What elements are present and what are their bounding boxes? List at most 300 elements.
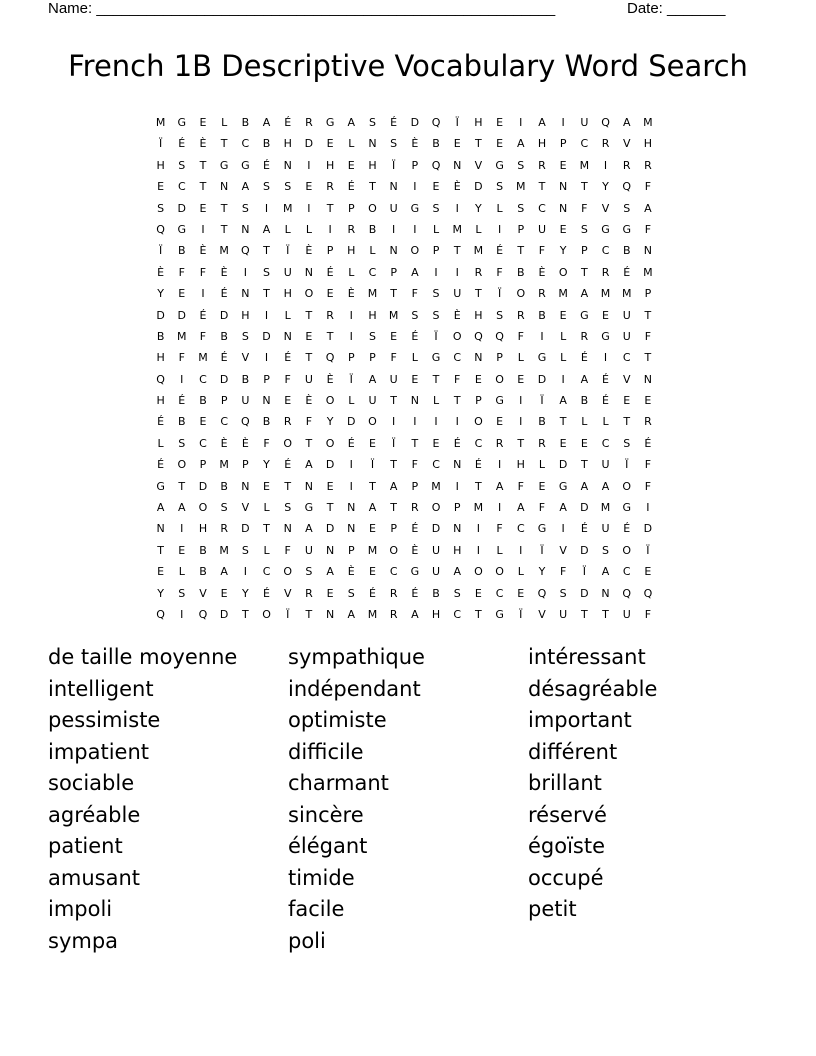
grid-letter: N — [262, 394, 271, 408]
grid-letter: O — [368, 415, 377, 429]
grid-letter: È — [411, 137, 419, 151]
grid-letter: D — [325, 522, 335, 536]
grid-letter: M — [219, 458, 229, 472]
grid-letter: A — [368, 372, 377, 386]
grid-letter: I — [497, 501, 502, 515]
grid-letter: E — [157, 565, 165, 579]
grid-letter: T — [602, 607, 609, 621]
grid-letter: I — [603, 158, 608, 172]
grid-letter: I — [497, 222, 502, 236]
grid-letter: A — [305, 522, 313, 536]
grid-letter: É — [199, 308, 207, 322]
grid-letter: E — [326, 137, 334, 151]
grid-letter: E — [199, 116, 207, 129]
grid-letter: R — [538, 158, 546, 172]
grid-letter: É — [178, 394, 186, 408]
grid-letter: G — [156, 479, 165, 493]
grid-letter: I — [349, 479, 353, 493]
grid-letter: C — [516, 522, 525, 536]
grid-letter: I — [455, 201, 459, 215]
grid-letter: C — [262, 565, 271, 579]
grid-letter: A — [580, 372, 589, 386]
grid-letter: L — [517, 351, 524, 365]
word-column — [288, 642, 528, 957]
grid-letter: R — [283, 415, 292, 429]
grid-letter: T — [263, 522, 270, 536]
grid-letter: I — [540, 329, 544, 343]
grid-letter: Ï — [519, 607, 523, 621]
grid-letter: I — [413, 180, 417, 194]
grid-letter: I — [561, 372, 565, 386]
vocabulary-word: amusant — [48, 865, 140, 890]
grid-letter: T — [178, 479, 186, 493]
grid-letter: N — [304, 479, 314, 493]
grid-letter: M — [367, 543, 378, 557]
grid-letter: È — [220, 436, 228, 450]
grid-letter: R — [389, 607, 398, 621]
grid-letter: F — [517, 479, 524, 493]
grid-row — [150, 433, 659, 454]
grid-letter: S — [178, 436, 186, 450]
grid-letter: I — [392, 415, 396, 429]
grid-letter: A — [262, 222, 271, 236]
grid-letter: F — [644, 180, 652, 194]
grid-letter: Ï — [158, 137, 163, 151]
grid-letter: S — [220, 501, 228, 515]
vocabulary-word: réservé — [528, 802, 607, 827]
grid-letter: N — [389, 180, 398, 194]
grid-letter: G — [177, 116, 187, 129]
grid-letter: R — [601, 265, 610, 279]
grid-letter: D — [177, 308, 187, 322]
grid-letter: H — [643, 137, 653, 151]
grid-letter: H — [283, 137, 292, 151]
grid-letter: N — [325, 607, 335, 621]
grid-letter: A — [220, 565, 228, 579]
grid-row — [150, 454, 659, 475]
grid-letter: C — [199, 372, 207, 386]
vocabulary-word: désagréable — [528, 676, 658, 701]
grid-letter: H — [325, 158, 335, 172]
grid-letter: F — [284, 543, 291, 557]
grid-letter: D — [580, 586, 589, 600]
grid-letter: R — [220, 522, 228, 536]
grid-letter: B — [538, 308, 546, 322]
grid-letter: A — [559, 394, 567, 408]
grid-letter: U — [580, 116, 589, 129]
grid-letter: É — [411, 329, 419, 343]
grid-row — [150, 176, 659, 197]
grid-letter: C — [453, 351, 462, 365]
grid-letter: P — [411, 158, 419, 172]
vocabulary-word: poli — [288, 928, 326, 953]
grid-letter: T — [305, 351, 313, 365]
grid-letter: N — [283, 329, 292, 343]
grid-letter: G — [622, 222, 631, 236]
grid-letter: S — [368, 329, 376, 343]
vocabulary-word: brillant — [528, 771, 602, 795]
grid-letter: T — [475, 287, 482, 301]
grid-letter: Ï — [392, 436, 396, 450]
grid-letter: M — [473, 501, 484, 515]
grid-letter: I — [349, 458, 353, 472]
grid-letter: E — [305, 180, 313, 194]
grid-letter: M — [643, 265, 653, 279]
grid-letter: D — [558, 458, 568, 472]
grid-letter: P — [390, 265, 397, 279]
grid-letter: L — [178, 565, 185, 579]
grid-letter: E — [326, 586, 334, 600]
grid-letter: O — [516, 287, 526, 301]
grid-letter: Q — [601, 116, 610, 129]
grid-letter: L — [305, 222, 312, 236]
vocabulary-word: facile — [288, 897, 345, 921]
grid-letter: Ï — [646, 543, 650, 557]
vocabulary-word: élégant — [288, 834, 368, 858]
grid-letter: L — [369, 244, 376, 258]
grid-letter: R — [622, 158, 631, 172]
grid-letter: O — [325, 394, 335, 408]
grid-letter: F — [644, 479, 652, 493]
vocabulary-word: charmant — [288, 771, 389, 795]
grid-letter: Y — [263, 458, 270, 472]
grid-letter: R — [538, 436, 546, 450]
grid-letter: F — [305, 415, 313, 429]
grid-letter: G — [495, 158, 504, 172]
grid-letter: F — [644, 222, 652, 236]
vocabulary-word: petit — [528, 897, 577, 921]
grid-letter: O — [474, 415, 483, 429]
grid-letter: N — [410, 394, 419, 408]
grid-letter: E — [474, 372, 482, 386]
grid-letter: P — [517, 222, 525, 236]
grid-letter: I — [349, 329, 353, 343]
grid-letter: F — [199, 265, 207, 279]
grid-letter: T — [644, 308, 652, 322]
grid-letter: É — [347, 180, 355, 194]
grid-letter: U — [622, 607, 631, 621]
grid-letter: D — [262, 329, 271, 343]
grid-letter: R — [644, 415, 652, 429]
grid-letter: E — [559, 158, 567, 172]
grid-letter: C — [389, 565, 398, 579]
grid-letter: B — [432, 137, 440, 151]
grid-letter: F — [411, 458, 418, 472]
grid-letter: I — [434, 415, 438, 429]
grid-letter: S — [157, 201, 165, 215]
grid-letter: I — [497, 458, 502, 472]
grid-letter: R — [411, 501, 419, 515]
grid-letter: U — [537, 222, 546, 236]
grid-letter: A — [580, 479, 589, 493]
grid-letter: D — [241, 522, 250, 536]
grid-letter: I — [307, 158, 311, 172]
grid-letter: F — [284, 372, 291, 386]
grid-row — [150, 390, 659, 411]
grid-letter: T — [390, 501, 398, 515]
grid-letter: D — [580, 501, 589, 515]
grid-letter: E — [368, 522, 376, 536]
grid-row — [150, 411, 659, 432]
grid-letter: A — [517, 137, 525, 151]
grid-letter: V — [538, 607, 546, 621]
grid-letter: Ï — [625, 458, 629, 472]
grid-letter: É — [580, 522, 588, 536]
grid-letter: É — [263, 158, 270, 172]
grid-letter: T — [453, 394, 461, 408]
grid-letter: O — [622, 479, 632, 493]
grid-letter: F — [178, 351, 185, 365]
grid-letter: U — [453, 287, 462, 301]
grid-letter: I — [519, 394, 523, 408]
grid-letter: S — [453, 586, 461, 600]
vocabulary-word: agréable — [48, 802, 141, 827]
grid-letter: P — [453, 501, 461, 515]
grid-letter: D — [643, 522, 653, 536]
grid-letter: É — [496, 244, 504, 258]
grid-letter: E — [178, 287, 186, 301]
grid-letter: È — [453, 308, 461, 322]
grid-letter: H — [474, 116, 483, 129]
grid-letter: I — [264, 308, 269, 322]
grid-letter: T — [369, 479, 376, 493]
grid-letter: N — [241, 479, 250, 493]
grid-letter: T — [644, 351, 652, 365]
grid-letter: Ï — [286, 244, 290, 258]
vocabulary-word: timide — [288, 865, 355, 890]
grid-letter: A — [347, 607, 356, 621]
grid-letter: P — [199, 458, 207, 472]
vocabulary-word: différent — [528, 739, 618, 764]
grid-letter: S — [263, 265, 271, 279]
grid-letter: Q — [622, 586, 632, 600]
grid-letter: É — [284, 351, 292, 365]
grid-letter: G — [601, 222, 610, 236]
grid-letter: È — [220, 265, 228, 279]
grid-letter: A — [517, 501, 525, 515]
grid-letter: U — [601, 458, 610, 472]
grid-letter: N — [453, 158, 462, 172]
grid-letter: B — [580, 394, 589, 408]
grid-letter: É — [326, 265, 334, 279]
grid-letter: R — [326, 308, 334, 322]
grid-letter: I — [201, 287, 205, 301]
grid-letter: F — [559, 565, 567, 579]
grid-letter: T — [432, 372, 440, 386]
vocabulary-word: patient — [48, 834, 123, 858]
grid-letter: P — [559, 137, 567, 151]
grid-letter: S — [263, 180, 271, 194]
vocabulary-word: important — [528, 708, 632, 732]
grid-letter: B — [538, 415, 546, 429]
grid-letter: L — [475, 222, 482, 236]
grid-letter: I — [180, 522, 184, 536]
grid-letter: Ï — [434, 329, 438, 343]
grid-letter: I — [519, 415, 523, 429]
grid-letter: P — [475, 394, 482, 408]
grid-letter: M — [452, 222, 462, 236]
grid-letter: U — [622, 308, 631, 322]
grid-letter: B — [622, 244, 631, 258]
grid-letter: Y — [157, 586, 164, 600]
grid-letter: T — [305, 308, 313, 322]
grid-letter: I — [349, 308, 353, 322]
grid-letter: L — [560, 351, 567, 365]
grid-letter: E — [157, 180, 165, 194]
grid-letter: P — [369, 351, 376, 365]
grid-letter: S — [390, 137, 398, 151]
grid-letter: E — [580, 436, 588, 450]
grid-letter: E — [432, 180, 440, 194]
grid-letter: T — [559, 415, 567, 429]
grid-letter: N — [283, 158, 292, 172]
grid-letter: C — [601, 436, 610, 450]
grid-letter: E — [178, 543, 186, 557]
grid-letter: M — [367, 607, 378, 621]
grid-letter: P — [347, 543, 355, 557]
word-column — [48, 642, 288, 957]
grid-letter: U — [283, 265, 292, 279]
grid-letter: U — [389, 201, 398, 215]
grid-letter: U — [432, 565, 441, 579]
grid-letter: I — [180, 372, 184, 386]
vocabulary-word: sociable — [48, 771, 135, 795]
grid-letter: Q — [325, 351, 335, 365]
grid-letter: M — [600, 287, 611, 301]
grid-letter: C — [580, 137, 589, 151]
grid-letter: C — [601, 244, 610, 258]
grid-letter: P — [326, 244, 334, 258]
grid-letter: N — [559, 201, 568, 215]
grid-letter: È — [411, 543, 419, 557]
grid-letter: A — [326, 565, 334, 579]
grid-letter: Y — [602, 180, 609, 194]
grid-letter: L — [432, 394, 440, 408]
grid-letter: E — [326, 287, 334, 301]
grid-letter: A — [241, 180, 250, 194]
grid-letter: C — [241, 137, 250, 151]
word-column — [528, 642, 768, 957]
grid-letter: É — [411, 522, 419, 536]
grid-letter: È — [453, 180, 461, 194]
grid-letter: G — [601, 329, 610, 343]
grid-letter: É — [263, 586, 270, 600]
grid-letter: L — [496, 543, 503, 557]
grid-letter: C — [622, 351, 631, 365]
grid-letter: D — [198, 479, 208, 493]
grid-letter: H — [368, 158, 377, 172]
grid-letter: E — [559, 308, 567, 322]
grid-letter: Y — [241, 586, 249, 600]
grid-letter: F — [581, 201, 588, 215]
grid-letter: A — [601, 565, 610, 579]
grid-letter: R — [305, 586, 313, 600]
grid-letter: I — [476, 522, 481, 536]
grid-letter: P — [263, 372, 270, 386]
grid-letter: O — [368, 201, 377, 215]
grid-letter: Q — [241, 244, 250, 258]
grid-letter: Ï — [158, 244, 163, 258]
grid-letter: R — [495, 436, 504, 450]
grid-letter: T — [305, 607, 313, 621]
grid-letter: F — [390, 351, 397, 365]
grid-letter: R — [601, 137, 610, 151]
grid-letter: R — [516, 308, 525, 322]
grid-letter: P — [390, 522, 397, 536]
grid-letter: D — [325, 458, 335, 472]
grid-letter: S — [178, 158, 186, 172]
grid-letter: T — [263, 244, 270, 258]
grid-letter: Ï — [286, 607, 290, 621]
grid-letter: S — [623, 201, 631, 215]
grid-letter: P — [220, 394, 228, 408]
grid-letter: A — [580, 287, 589, 301]
grid-letter: T — [326, 501, 334, 515]
grid-letter: U — [368, 394, 377, 408]
grid-letter: Q — [622, 180, 632, 194]
grid-letter: R — [305, 116, 313, 129]
grid-letter: A — [262, 116, 271, 129]
grid-letter: U — [432, 543, 441, 557]
grid-letter: G — [241, 158, 250, 172]
grid-letter: H — [474, 308, 483, 322]
grid-letter: A — [347, 116, 356, 129]
grid-letter: C — [538, 201, 546, 215]
grid-letter: N — [368, 137, 377, 151]
grid-letter: S — [284, 501, 292, 515]
vocabulary-word: sincère — [288, 802, 364, 827]
grid-letter: H — [156, 158, 165, 172]
grid-letter: È — [241, 436, 249, 450]
grid-letter: F — [199, 329, 207, 343]
grid-letter: C — [220, 415, 228, 429]
grid-letter: C — [622, 565, 631, 579]
grid-letter: F — [538, 244, 546, 258]
grid-letter: O — [558, 265, 568, 279]
grid-letter: F — [644, 329, 652, 343]
grid-letter: Y — [326, 415, 334, 429]
grid-letter: E — [305, 329, 313, 343]
grid-letter: N — [325, 543, 335, 557]
grid-letter: U — [389, 372, 398, 386]
vocabulary-word: difficile — [288, 739, 364, 764]
vocabulary-word: sympa — [48, 928, 119, 953]
grid-letter: I — [476, 543, 481, 557]
grid-letter: É — [347, 436, 355, 450]
grid-letter: S — [517, 201, 525, 215]
grid-letter: U — [304, 372, 313, 386]
grid-letter: U — [304, 543, 313, 557]
grid-letter: E — [411, 372, 419, 386]
vocabulary-word: égoïste — [528, 834, 606, 858]
grid-row — [150, 155, 659, 176]
vocabulary-word: de taille moyenne — [48, 645, 238, 669]
grid-letter: O — [452, 329, 462, 343]
grid-letter: È — [538, 265, 546, 279]
grid-letter: R — [389, 586, 398, 600]
grid-letter: Ï — [540, 394, 544, 408]
page-title: French 1B Descriptive Vocabulary Word Search — [68, 49, 748, 83]
grid-letter: F — [496, 265, 503, 279]
grid-letter: L — [284, 222, 291, 236]
grid-letter: D — [219, 607, 229, 621]
grid-letter: E — [284, 394, 292, 408]
grid-letter: D — [156, 308, 165, 322]
grid-letter: R — [538, 287, 546, 301]
grid-letter: F — [496, 522, 503, 536]
grid-letter: A — [178, 501, 186, 515]
grid-letter: B — [368, 222, 377, 236]
